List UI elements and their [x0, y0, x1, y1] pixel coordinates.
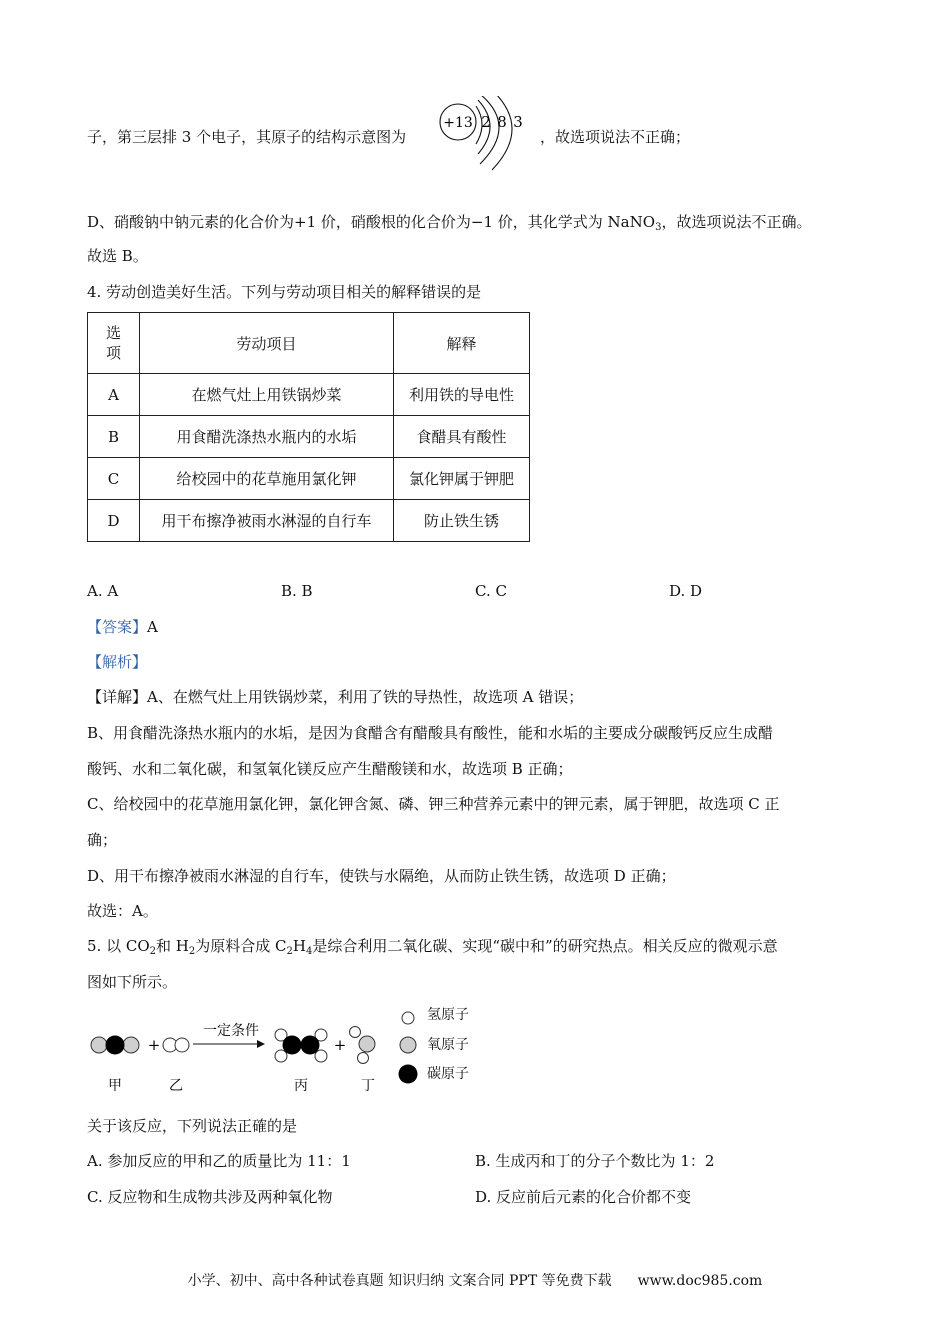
q4-row-explain: 防止铁生锈	[394, 500, 530, 542]
q5-text-4: H	[292, 937, 306, 955]
q4-row-explain: 利用铁的导电性	[394, 374, 530, 416]
q4-detail-c2: 确；	[87, 831, 118, 849]
hydrogen-atom	[275, 1050, 287, 1062]
table-row	[88, 416, 530, 458]
q4-question: 4. 劳动创造美好生活。下列与劳动项目相关的解释错误的是	[87, 283, 482, 301]
q5-stem: 关于该反应，下列说法正確的是	[87, 1117, 298, 1135]
q5-text-1: 5. 以 CO	[87, 937, 150, 955]
label-yi: 乙	[169, 1078, 183, 1094]
carbon-atom	[283, 1036, 302, 1055]
q4-row-option: B	[88, 416, 140, 458]
q4-answer	[87, 617, 158, 637]
q4-header-option	[88, 313, 140, 374]
footer-url[interactable]: www.doc985.com	[637, 1273, 763, 1289]
legend-carbon: 碳原子	[427, 1066, 469, 1082]
q4-row-project: 用食醋洗涤热水瓶内的水垢	[140, 416, 394, 458]
atom-shell-2: 8	[497, 113, 507, 131]
reaction-micro-diagram	[85, 1015, 395, 1095]
atom-text-after	[540, 127, 690, 147]
q4-option-b: B. B	[281, 582, 313, 600]
q5-option-b: B. 生成丙和丁的分子个数比为 1：2	[475, 1152, 715, 1170]
q5-text-3: 为原料合成 C	[195, 937, 287, 955]
q4-row-project: 给校园中的花草施用氯化钾	[140, 458, 394, 500]
carbon-legend-icon	[396, 1062, 420, 1086]
atom-nucleus-label: +13	[443, 115, 473, 131]
hydrogen-atom	[175, 1038, 189, 1052]
label-ding: 丁	[361, 1078, 375, 1094]
q5-sub-3: 2	[286, 946, 293, 957]
q4-row-option: A	[88, 374, 140, 416]
q5-sub-2: 2	[188, 946, 196, 957]
q4-table	[87, 312, 530, 542]
label-bing: 丙	[294, 1078, 308, 1094]
q5-question-line1	[87, 936, 778, 962]
line-pick-b: 故选 B。	[87, 247, 148, 265]
q4-header-project: 劳动项目	[140, 313, 394, 374]
oxygen-atom	[123, 1037, 139, 1053]
q5-sub-1: 2	[149, 946, 156, 957]
q5-text-2: 和 H	[156, 937, 189, 955]
atom-text-before: 子，第三层排 3 个电子，其原子的结构示意图为	[87, 128, 407, 146]
q4-option-d: D. D	[669, 582, 703, 600]
line-d-post: ，故选项说法不正确。	[661, 213, 812, 231]
q4-header-explain: 解释	[394, 313, 530, 374]
hydrogen-legend-icon	[398, 1008, 418, 1028]
detail-a-text: A、在燃气灶上用铁锅炒菜，利用了铁的导热性，故选项 A 错误；	[147, 688, 584, 706]
line-atom-structure	[87, 127, 406, 147]
q4-header-option-line1: 选	[105, 324, 121, 342]
line-d-explanation	[87, 212, 811, 238]
q5-option-d: D. 反应前后元素的化合价都不变	[475, 1188, 692, 1206]
q5-sub-4: 4	[305, 946, 313, 957]
detail-label: 【详解】	[87, 688, 148, 706]
legend-hydrogen: 氢原子	[427, 1007, 469, 1023]
page-footer	[0, 1270, 950, 1290]
q4-option-a: A. A	[87, 582, 119, 600]
q4-detail-d: D、用干布擦净被雨水淋湿的自行车，使铁与水隔绝，从而防止铁生锈，故选项 D 正确；	[87, 867, 676, 885]
label-jia: 甲	[108, 1078, 122, 1094]
aluminium-atom-structure-diagram	[436, 96, 536, 176]
q5-question-line2: 图如下所示。	[87, 973, 178, 991]
hydrogen-atom	[358, 1053, 369, 1064]
atom-text-after-label: ，故选项说法不正确；	[540, 128, 691, 146]
q4-detail-b1: B、用食醋洗涤热水瓶内的水垢，是因为食醋含有醋酸具有酸性，能和水垢的主要成分碳酸钙反应生成醋	[87, 724, 774, 742]
q4-row-explain: 氯化钾属于钾肥	[394, 458, 530, 500]
hydrogen-atom	[350, 1027, 361, 1038]
atom-shell-3: 3	[513, 113, 523, 131]
table-row	[88, 374, 530, 416]
q4-detail-a	[87, 687, 583, 707]
q4-row-project: 用干布擦净被雨水淋湿的自行车	[140, 500, 394, 542]
atom-shell-1: 2	[481, 113, 491, 131]
table-row	[88, 458, 530, 500]
legend-oxygen: 氧原子	[427, 1037, 469, 1053]
q4-option-c: C. C	[475, 582, 507, 600]
footer-text: 小学、初中、高中各种试卷真题 知识归纳 文案合同 PPT 等免费下载	[187, 1273, 612, 1289]
arrow-condition-label: 一定条件	[203, 1023, 259, 1039]
q4-row-explain: 食醋具有酸性	[394, 416, 530, 458]
q4-row-project: 在燃气灶上用铁锅炒菜	[140, 374, 394, 416]
oxygen-atom	[91, 1037, 107, 1053]
plus-sign: +	[147, 1036, 161, 1054]
q5-option-c: C. 反应物和生成物共涉及两种氧化物	[87, 1188, 333, 1206]
q4-header-option-line2: 项	[105, 344, 121, 362]
q4-detail-c1: C、给校园中的花草施用氯化钾，氯化钾含氮、磷、钾三种营养元素中的钾元素，属于钾肥，故选项 C 正	[87, 795, 780, 813]
line-d-pre: D、硝酸钠中钠元素的化合价为+1 价，硝酸根的化合价为−1 价，其化学式为 NaNO	[87, 213, 656, 231]
table-row	[88, 500, 530, 542]
analysis-label: 【解析】	[87, 653, 148, 671]
q4-detail-b2: 酸钙、水和二氧化碳，和氢氧化镁反应产生醋酸镁和水，故选项 B 正确；	[87, 760, 573, 778]
oxygen-atom	[359, 1036, 375, 1052]
answer-value: A	[147, 618, 158, 636]
oxygen-legend-icon	[397, 1034, 419, 1056]
q5-text-5: 是综合利用二氧化碳、实现“碳中和”的研究热点。相关反应的微观示意	[312, 937, 778, 955]
q4-row-option: C	[88, 458, 140, 500]
carbon-atom	[106, 1036, 125, 1055]
hydrogen-atom	[315, 1050, 327, 1062]
answer-label: 【答案】	[87, 618, 148, 636]
q5-option-a: A. 参加反应的甲和乙的质量比为 11：1	[87, 1152, 351, 1170]
carbon-atom	[301, 1036, 320, 1055]
q4-pick: 故选：A。	[87, 902, 158, 920]
line-d-sub: 3	[655, 222, 662, 233]
plus-sign: +	[333, 1036, 347, 1054]
q4-row-option: D	[88, 500, 140, 542]
